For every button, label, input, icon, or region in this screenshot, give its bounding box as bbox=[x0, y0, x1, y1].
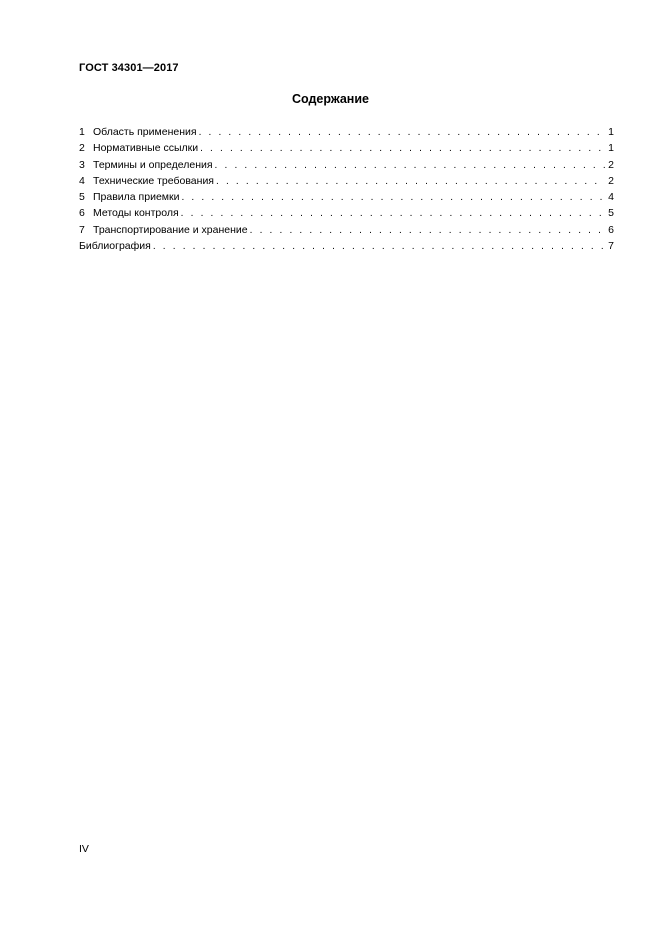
toc-entry-label: Правила приемки bbox=[93, 191, 180, 204]
toc-dot-leader bbox=[200, 141, 605, 157]
toc-entry[interactable] bbox=[79, 173, 614, 189]
toc-entry-label: Термины и определения bbox=[93, 158, 213, 171]
document-code: ГОСТ 34301—2017 bbox=[79, 62, 179, 74]
toc-entry-label: Транспортирование и хранение bbox=[93, 223, 248, 236]
toc-dot-leader bbox=[181, 206, 605, 222]
toc-entry[interactable] bbox=[79, 157, 614, 173]
toc-entry-number: 3 bbox=[79, 158, 85, 171]
toc-entry[interactable] bbox=[79, 124, 614, 140]
table-of-contents bbox=[79, 124, 614, 254]
toc-entry-page: 7 bbox=[608, 240, 614, 253]
toc-dot-leader bbox=[250, 223, 605, 239]
toc-entry-page: 1 bbox=[608, 126, 614, 138]
toc-dot-leader bbox=[216, 174, 605, 190]
toc-entry-label: Область применения bbox=[93, 126, 197, 138]
toc-entry-number: 6 bbox=[79, 207, 85, 220]
toc-entry-number: 7 bbox=[79, 223, 85, 236]
toc-dot-leader bbox=[199, 125, 605, 141]
toc-entry-number: 1 bbox=[79, 126, 85, 138]
toc-entry-number: 2 bbox=[79, 142, 85, 155]
toc-entry-page: 2 bbox=[608, 158, 614, 171]
toc-title: Содержание bbox=[291, 92, 369, 106]
toc-entry-page: 4 bbox=[608, 191, 614, 204]
toc-entry[interactable] bbox=[79, 140, 614, 156]
toc-dot-leader bbox=[215, 158, 605, 174]
toc-entry-label: Технические требования bbox=[93, 174, 214, 187]
toc-entry-number: 5 bbox=[79, 191, 85, 204]
toc-entry-bibliography[interactable] bbox=[79, 238, 614, 254]
toc-entry[interactable] bbox=[79, 205, 614, 221]
toc-entry-label: Библиография bbox=[79, 240, 151, 253]
toc-entry[interactable] bbox=[79, 222, 614, 238]
toc-entry-number: 4 bbox=[79, 174, 85, 187]
toc-entry[interactable] bbox=[79, 189, 614, 205]
toc-entry-label: Методы контроля bbox=[93, 207, 179, 220]
toc-dot-leader bbox=[181, 190, 605, 206]
toc-entry-page: 1 bbox=[608, 142, 614, 155]
toc-entry-page: 2 bbox=[608, 174, 614, 187]
toc-dot-leader bbox=[153, 239, 605, 255]
toc-entry-label: Нормативные ссылки bbox=[93, 142, 199, 155]
toc-entry-page: 6 bbox=[608, 223, 614, 236]
toc-entry-page: 5 bbox=[608, 207, 614, 220]
page-number: IV bbox=[79, 843, 89, 855]
